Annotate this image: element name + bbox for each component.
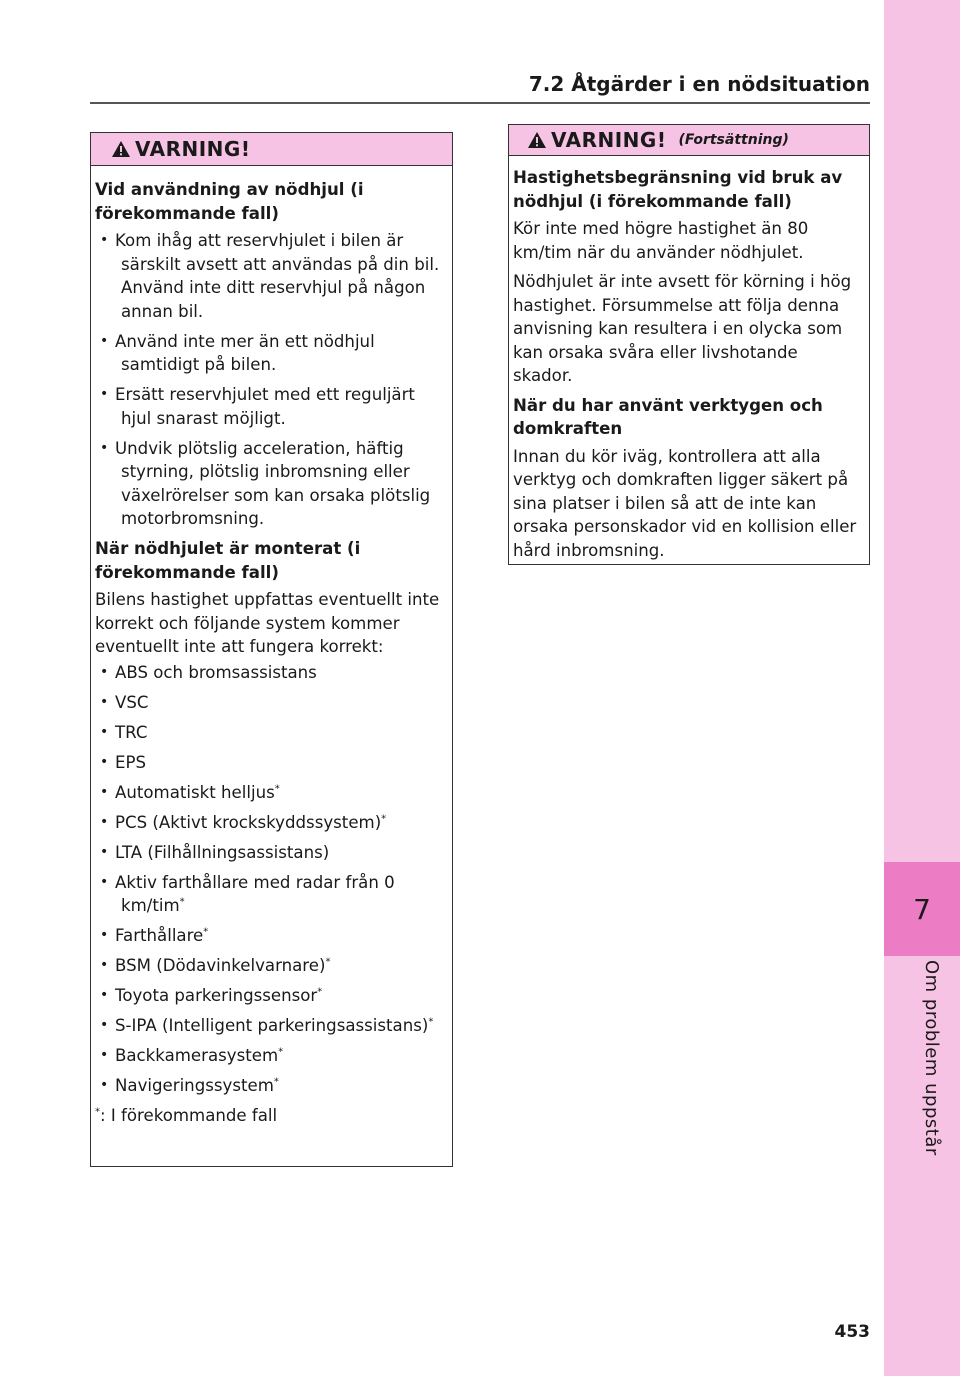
list-item	[95, 1044, 440, 1068]
warning-body	[91, 166, 452, 1128]
list-item: • Använd inte mer än ett nödhjul samtidigt på bilen.	[95, 330, 440, 377]
item-text: BSM (Dödavinkelvarnare)	[115, 956, 326, 975]
list-item	[95, 984, 440, 1008]
footnote-text: : I förekommande fall	[100, 1106, 278, 1125]
paragraph: Innan du kör iväg, kontrollera att alla verktyg och domkraften ligger säkert på sina platser i bilen så att de inte kan orsaka personskador vid en kollision eller hård inbromsning.	[513, 446, 857, 560]
paragraph: Bilens hastighet uppfattas eventuellt inte korrekt och följande system kommer eventuellt inte att fungera korrekt:	[95, 590, 440, 656]
chapter-number: 7	[884, 862, 960, 956]
warning-title: VARNING!	[135, 137, 251, 161]
item-text: S-IPA (Intelligent parkeringsassistans)	[115, 1016, 429, 1035]
list-item	[95, 721, 440, 745]
item-text: Backkamerasystem	[115, 1046, 279, 1065]
footnote-marker: *	[325, 956, 331, 968]
list-item: • Kom ihåg att reservhjulet i bilen är särskilt avsett att användas på din bil. Använd inte ditt reservhjul på någon annan bil.	[95, 229, 440, 323]
list-item	[95, 871, 440, 918]
list-item	[95, 781, 440, 805]
paragraph: Kör inte med högre hastighet än 80 km/tim när du använder nödhjulet.	[513, 219, 809, 262]
footnote-marker: *	[95, 1106, 100, 1118]
section-heading: Hastighetsbegränsning vid bruk av nödhjul (i förekommande fall)	[513, 168, 843, 211]
list-item	[95, 691, 440, 715]
warning-triangle-icon	[527, 131, 547, 149]
list-item	[95, 954, 440, 978]
list-item	[95, 1074, 440, 1098]
page-number: 453	[834, 1322, 870, 1342]
footnote	[95, 1104, 440, 1128]
item-text: Toyota parkeringssensor	[115, 986, 318, 1005]
footnote-marker: *	[381, 812, 387, 824]
system-list	[95, 661, 440, 1098]
warning-triangle-icon	[111, 140, 131, 158]
footnote-marker: *	[428, 1016, 434, 1028]
paragraph: Nödhjulet är inte avsett för körning i hög hastighet. Försummelse att följa denna anvisning kan resultera i en olycka som kan orsaka svåra eller livshotande skador.	[513, 272, 852, 385]
item-text: Aktiv farthållare med radar från 0 km/tim	[115, 872, 395, 915]
section-heading: När nödhjulet är monterat (i förekommande fall)	[95, 539, 361, 582]
list-item: • Ersätt reservhjulet med ett reguljärt hjul snarast möjligt.	[95, 383, 440, 430]
list-item	[95, 924, 440, 948]
warning-header	[509, 125, 869, 156]
item-text: TRC	[115, 722, 148, 742]
footnote-marker: *	[203, 926, 209, 938]
warning-box-left	[90, 132, 453, 1167]
item-text: Automatiskt helljus	[115, 782, 275, 802]
warning-header	[91, 133, 452, 166]
item-text: ABS och bromsassistans	[115, 662, 317, 682]
section-heading: Vid användning av nödhjul (i förekommande fall)	[95, 180, 364, 223]
list-item	[95, 661, 440, 685]
section-title: 7.2 Åtgärder i en nödsituation	[528, 72, 870, 96]
list-item: • Undvik plötslig acceleration, häftig styrning, plötslig inbromsning eller växelrörelser som kan orsaka plötslig motorbromsning.	[95, 437, 440, 531]
bullet-list	[95, 229, 440, 531]
footnote-marker: *	[273, 1076, 279, 1088]
item-text: EPS	[115, 752, 147, 772]
chapter-side-tab	[884, 0, 960, 1376]
item-text: Farthållare	[115, 926, 204, 945]
item-text: VSC	[115, 692, 149, 712]
footnote-marker: *	[278, 1046, 284, 1058]
footnote-marker: *	[317, 986, 323, 998]
chapter-label: Om problem uppstår	[921, 960, 942, 1156]
item-text: Navigeringssystem	[115, 1076, 274, 1095]
header-divider	[90, 102, 870, 104]
warning-box-right	[508, 124, 870, 565]
footnote-marker: *	[274, 782, 280, 794]
item-text: LTA (Filhållningsassistans)	[115, 842, 330, 862]
item-text: PCS (Aktivt krockskyddssystem)	[115, 812, 382, 832]
list-item	[95, 1014, 440, 1038]
section-heading: När du har använt verktygen och domkraften	[513, 395, 823, 438]
warning-body	[509, 156, 869, 562]
list-item	[95, 841, 440, 865]
warning-title: VARNING!	[551, 128, 667, 152]
footnote-marker: *	[179, 896, 185, 908]
continued-label: (Fortsättning)	[678, 132, 789, 148]
list-item	[95, 751, 440, 775]
list-item	[95, 811, 440, 835]
